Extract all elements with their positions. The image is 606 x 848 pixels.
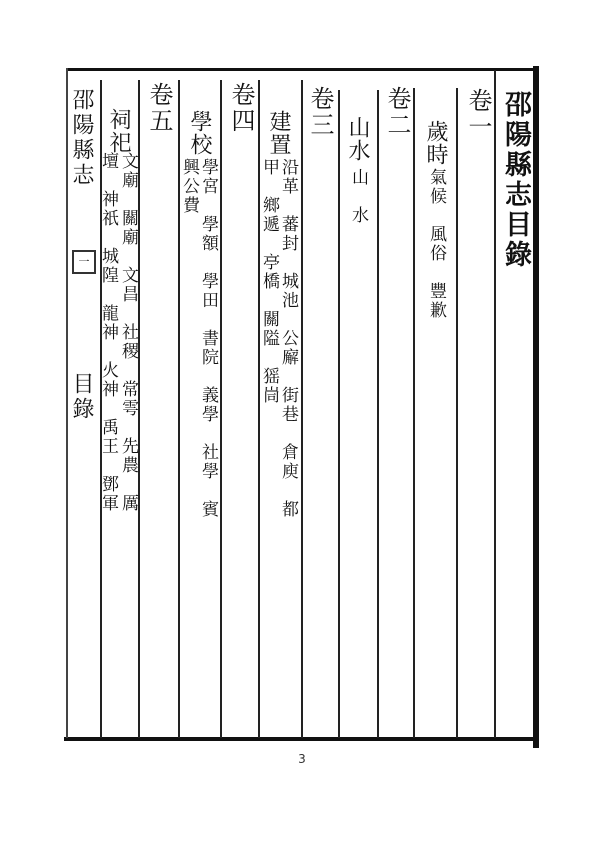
spine-title: 邵陽縣志 — [69, 88, 94, 188]
document-title: 邵陽縣志目錄 — [500, 90, 531, 270]
frame-right-border — [533, 66, 539, 748]
page-number: 3 — [298, 752, 306, 766]
entry-sub-right: 沿革 蕃封 城池 公廨 街巷 倉庾 都 — [278, 158, 298, 519]
column-rule — [220, 80, 222, 738]
entry-main: 歲時 — [423, 120, 448, 166]
spine-section: 目錄 — [69, 372, 94, 422]
entry-main: 學校 — [187, 110, 212, 156]
frame-top-border — [68, 68, 538, 71]
column-rule — [413, 88, 415, 738]
volume-label: 卷一 — [464, 88, 492, 140]
volume-label: 卷三 — [306, 86, 334, 138]
entry-sub-right: 文廟 關廟 文昌 社稷 常雩 先農 厲 — [118, 152, 138, 513]
column-rule — [456, 88, 458, 738]
entry-sub-left: 甲 鄉遞 亭橋 關隘 猺峝 — [259, 158, 279, 405]
entry-sub-right: 學宮 學額 學田 書院 義學 社學 賓 — [198, 158, 218, 519]
frame-left-border — [66, 68, 68, 738]
volume-label: 卷四 — [227, 82, 255, 134]
column-rule — [338, 90, 340, 738]
column-rule — [377, 90, 379, 738]
column-rule — [494, 70, 496, 738]
entry-main: 建置 — [266, 110, 291, 156]
entry-sub-left: 興公費 — [179, 158, 199, 215]
entry-sub-left: 壇 神祇 城隍 龍神 火神 禹王 鄧軍 — [98, 152, 118, 513]
volume-label: 卷二 — [383, 86, 411, 138]
volume-label: 卷五 — [145, 82, 173, 134]
column-rule — [301, 80, 303, 738]
spine-mark: 一 — [72, 250, 96, 274]
entry-sub: 山 水 — [348, 168, 368, 225]
entry-main: 山水 — [345, 116, 370, 162]
entry-main: 祠祀 — [106, 108, 131, 154]
column-rule — [138, 80, 140, 738]
entry-sub: 氣候 風俗 豐歉 — [426, 168, 446, 320]
